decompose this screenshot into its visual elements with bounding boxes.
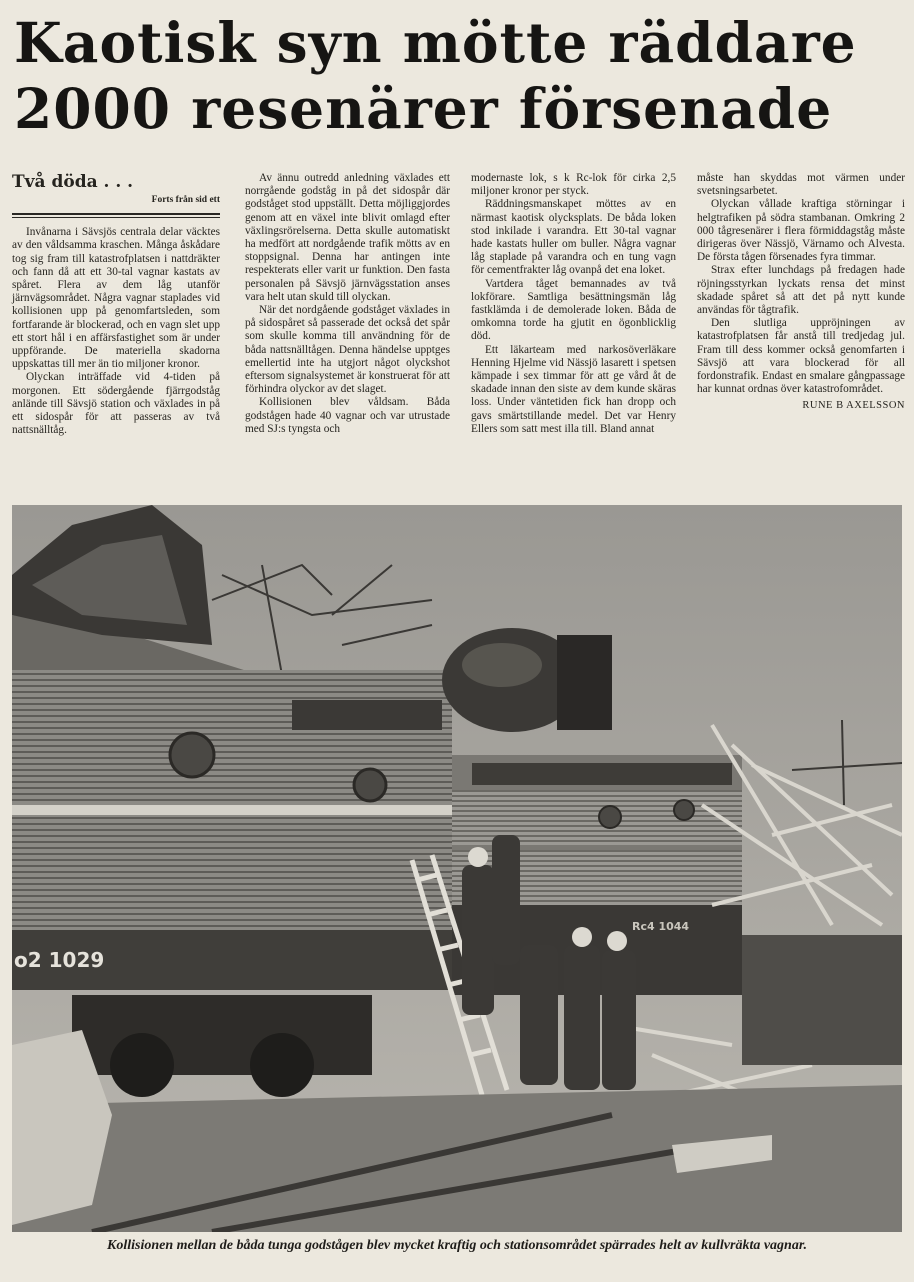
paragraph: Invånarna i Sävsjös centrala delar väcktes av den våldsamma kraschen. Många åskådare tog sig fram till katastrofplatsen i nattdräkter och fann då att ett 30-tal vagnar kastats av spåret. Flera av dem låg utanför järnvägsområdet. Några vagnar staplades vid kollisionen upp på genomfartsleden, som fortfarande är blockerad, och en vagn slet upp ett stort hål i en affärsfastighet som är under uppförande. De materiella skadorna uppskattas till mer än tio miljoner kronor. — [12, 226, 220, 371]
locomotive-2-number: Rc4 1044 — [632, 920, 690, 933]
cement-wagon — [442, 628, 612, 732]
headline-line-2: 2000 resenärer försenade — [14, 76, 833, 141]
paragraph: Ett läkarteam med narkosöverläkare Henning Hjelme vid Nässjö lasarett i spetsen kämpade i sex timmar för att ge vård åt de skadade innan den siste av dem kunde skäras loss. Under väntetiden fick han dropp och gavs smärtstillande medel. Det var Henry Ellers som satt mest illa till. Bland annat — [471, 343, 676, 435]
kicker-heading: Två döda . . . — [12, 172, 134, 192]
paragraph: modernaste lok, s k Rc-lok för cirka 2,5 miljoner kronor per styck. — [471, 172, 676, 198]
paragraph: Vartdera tåget bemannades av två lokförare. Samtliga besättningsmän låg fastklämda i de demolerade loken. Båda de omkomna torde ha gjutit en ögonblicklig död. — [471, 277, 676, 343]
column-rule — [12, 213, 220, 218]
paragraph: Olyckan inträffade vid 4-tiden på morgonen. Ett södergående fjärrgodståg anlände till Sävsjö station och växlades in på ett sidospår för att passeras av två nattsnälltåg. — [12, 371, 220, 437]
article-column-1 — [12, 172, 220, 437]
headline-line-1: Kaotisk syn mötte räddare — [14, 10, 857, 75]
wreck-wagon — [742, 935, 902, 1065]
article-column-2 — [245, 172, 450, 436]
train-wreck-photo — [12, 505, 902, 1232]
paragraph: Olyckan vållade kraftiga störningar i helgtrafiken på södra stambanan. Omkring 2 000 tågresenärer i flera förmiddagståg måste dirigeras över Nässjö, Värnamo och Alvesta. De första tågen försenades fyra timmar. — [697, 198, 905, 264]
paragraph: Den slutliga uppröjningen av katastrofplatsen får anstå till tredjedag jul. Fram till dess kommer också genomfarten i Sävsjö att vara blockerad för all fordonstrafik. Endast en smalare gångpassage har kunnat ordnas över katastrofområdet. — [697, 317, 905, 396]
paragraph: Räddningsmanskapet möttes av en närmast kaotisk olycksplats. De båda loken stod inkilade i varandra. Ett 30-tal vagnar hade kastats huller om buller. Några vagnar låg staplade på varandra och en tung vagn för cementfrakter låg ovanpå det ena loket. — [471, 198, 676, 277]
paragraph: Av ännu outredd anledning växlades ett norrgående godståg in på det sidospår där godståget stod uppställt. Detta möjliggjordes genom att en växel inte blivit omlagd efter växlingsrörelserna. Detta skulle automatiskt ha medfört att nordgående trafik mötts av en stoppsignal. Denna har antingen inte respekterats eller varit ur funktion. Den fasta personalen på Sävsjö järnvägsstation anses vara helt utan skuld till olyckan. — [245, 172, 450, 303]
paragraph: Strax efter lunchdags på fredagen hade röjningsstyrkan lyckats rensa det minst skadade spåret så att det på nytt kunde användas för tågtrafik. — [697, 264, 905, 317]
paragraph: måste han skyddas mot värmen under svetsningsarbetet. — [697, 172, 905, 198]
paragraph: Kollisionen blev våldsam. Båda godstågen hade 40 vagnar och var utrustade med SJ:s tyngsta och — [245, 396, 450, 435]
locomotive-number: o2 1029 — [14, 948, 105, 972]
photo-caption: Kollisionen mellan de båda tunga godstågen blev mycket kraftig och stationsområdet spärrades helt av kullvräkta vagnar. — [106, 1238, 808, 1253]
paragraph: När det nordgående godståget växlades in på sidospåret så passerade det också det spår som skulle komma till användning för de båda nattsnälltågen. Denna händelse upptges emellertid inte ha utgjort något olyckshot eftersom signalsystemet är konstruerat för att förhindra olyckor av det slaget. — [245, 304, 450, 396]
photo-illustration — [12, 505, 902, 1232]
article-column-4 — [697, 172, 905, 413]
continued-from-note: Forts från sid ett — [151, 195, 220, 205]
article-column-3 — [471, 172, 676, 436]
headline — [14, 10, 904, 142]
byline: RUNE B AXELSSON — [802, 400, 905, 412]
